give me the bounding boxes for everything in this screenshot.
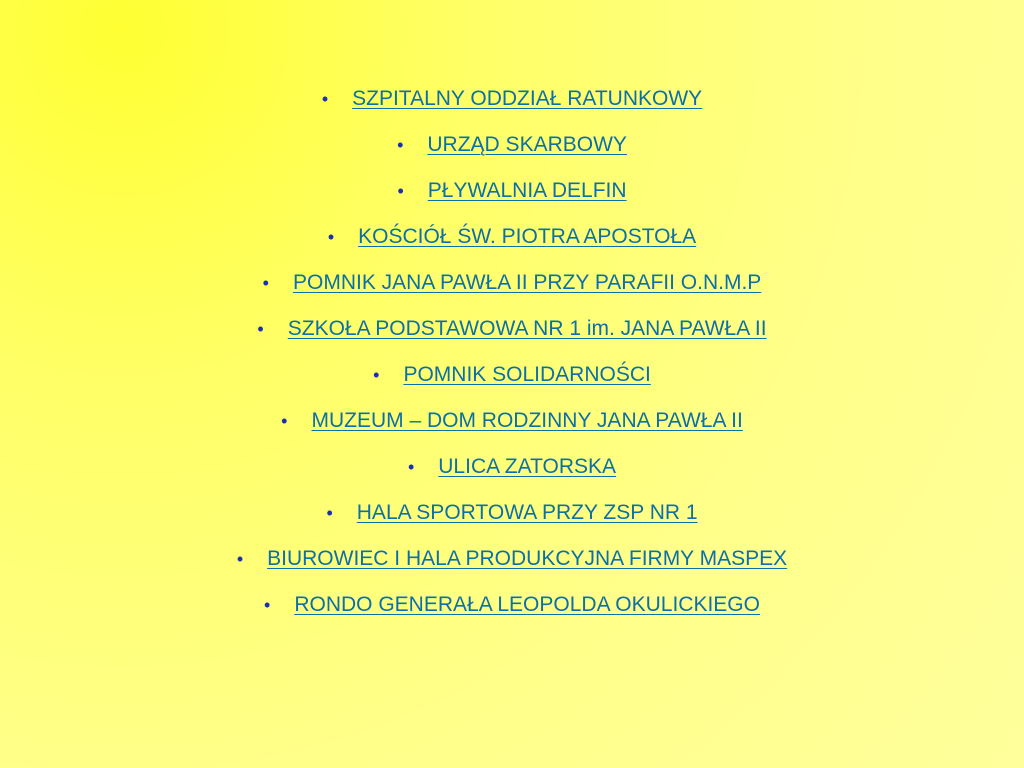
link-muzeum-dom-rodzinny[interactable]: MUZEUM – DOM RODZINNY JANA PAWŁA II: [311, 409, 743, 432]
link-rondo-okulickiego[interactable]: RONDO GENERAŁA LEOPOLDA OKULICKIEGO: [294, 593, 760, 616]
bullet-icon: •: [397, 181, 404, 201]
bullet-icon: •: [262, 273, 269, 293]
link-kosciol-sw-piotra[interactable]: KOŚCIÓŁ ŚW. PIOTRA APOSTOŁA: [358, 225, 697, 248]
link-hala-sportowa[interactable]: HALA SPORTOWA PRZY ZSP NR 1: [356, 501, 698, 524]
bullet-icon: •: [397, 135, 404, 155]
link-plywalnia-delfin[interactable]: PŁYWALNIA DELFIN: [427, 179, 627, 202]
bullet-icon: •: [407, 457, 415, 477]
list-item: [0, 168, 1024, 214]
bullet-icon: •: [264, 595, 271, 615]
link-pomnik-jana-pawla[interactable]: POMNIK JANA PAWŁA II PRZY PARAFII O.N.M.P: [292, 271, 762, 294]
list-item: [0, 76, 1024, 122]
bullet-icon: •: [281, 411, 288, 431]
link-szpitalny-oddzial-ratunkowy[interactable]: SZPITALNY ODDZIAŁ RATUNKOWY: [352, 87, 703, 110]
link-list: [0, 76, 1024, 628]
link-urzad-skarbowy[interactable]: URZĄD SKARBOWY: [427, 133, 627, 156]
bullet-icon: •: [373, 365, 380, 385]
bullet-icon: •: [236, 549, 244, 569]
list-item: [0, 536, 1024, 582]
bullet-icon: •: [257, 319, 264, 339]
list-item: [0, 444, 1024, 490]
list-item: [0, 490, 1024, 536]
list-item: [0, 122, 1024, 168]
list-item: [0, 306, 1024, 352]
link-szkola-podstawowa[interactable]: SZKOŁA PODSTAWOWA NR 1 im. JANA PAWŁA II: [287, 317, 767, 340]
list-item: [0, 352, 1024, 398]
link-ulica-zatorska[interactable]: ULICA ZATORSKA: [438, 455, 617, 478]
bullet-icon: •: [327, 227, 335, 247]
link-pomnik-solidarnosci[interactable]: POMNIK SOLIDARNOŚCI: [403, 363, 651, 386]
list-item: [0, 260, 1024, 306]
bullet-icon: •: [321, 89, 329, 109]
list-item: [0, 582, 1024, 628]
link-biurowiec-maspex[interactable]: BIUROWIEC I HALA PRODUKCYJNA FIRMY MASPEX: [267, 547, 788, 570]
list-item: [0, 214, 1024, 260]
list-item: [0, 398, 1024, 444]
bullet-icon: •: [326, 503, 333, 523]
